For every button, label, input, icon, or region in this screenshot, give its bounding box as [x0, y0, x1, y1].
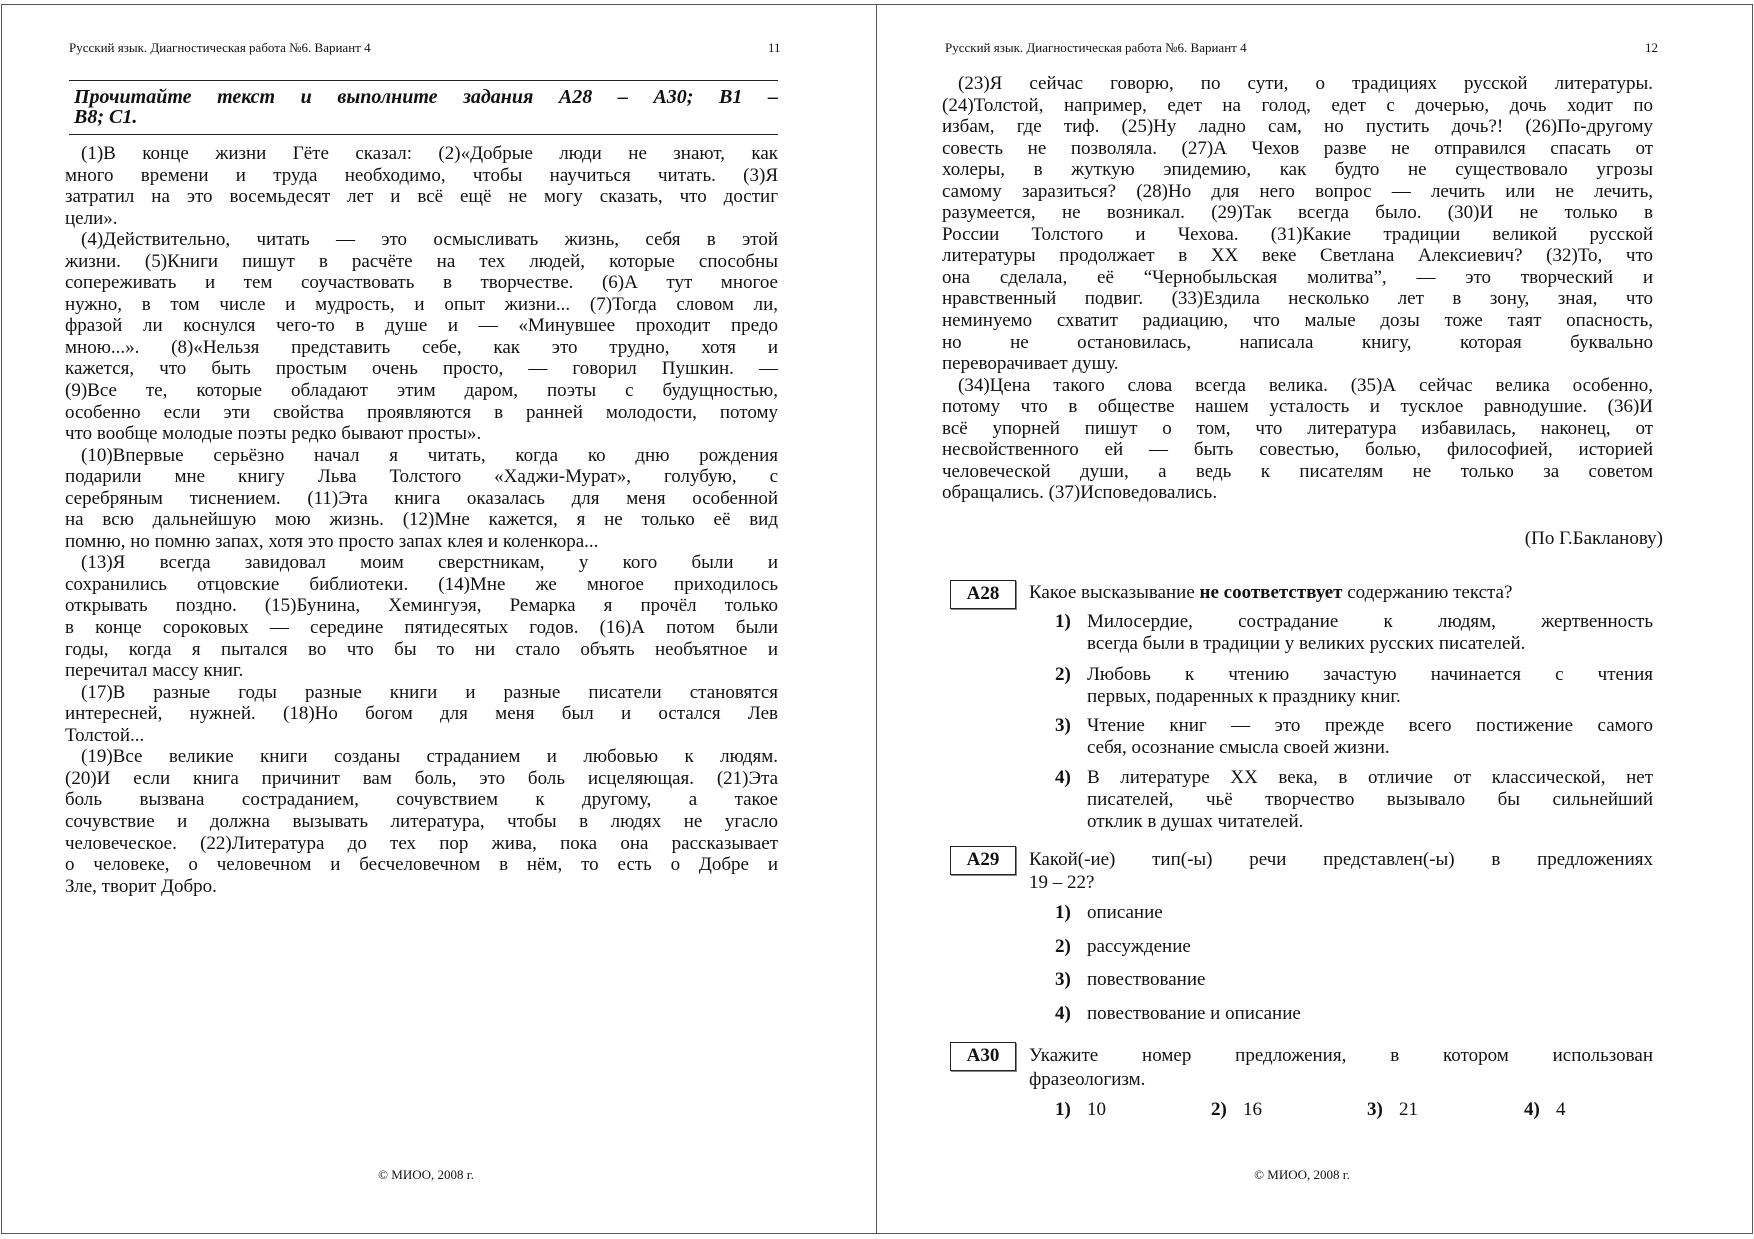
option-line: Чтение книг — это прежде всего постижение самого — [1087, 715, 1653, 736]
option-line: отклик в душах читателей. — [1087, 811, 1304, 832]
question-a30-text — [1029, 1044, 1653, 1092]
answer-option-1[interactable]: 10 — [1087, 1099, 1106, 1120]
passage-line: жизни. (5)Книги пишут в расчёте на тех людей, которые способны — [65, 250, 778, 272]
answer-option-4[interactable]: 4 — [1556, 1099, 1566, 1120]
task-instruction-line: Прочитайте текст и выполните задания А28 – А30; В1 – — [74, 86, 778, 108]
passage-line: холеры, в жуткую эпидемию, как будто не существовало угрозы — [942, 159, 1653, 181]
page-footer: © МИОО, 2008 г. — [378, 1167, 474, 1182]
passage-line: сохранились отцовские библиотеки. (14)Мне же многое приходилось — [65, 573, 778, 595]
passage-line: неминуемо схватит радиацию, что малые дозы тоже таят опасность, — [942, 310, 1653, 332]
question-a29-text — [1029, 848, 1653, 894]
passage-line: человеческой души, а ведь к писателям не только за советом — [942, 460, 1653, 482]
passage-line: Зле, творит Добро. — [65, 875, 217, 897]
passage-line: особенно если эти свойства проявляются в ранней молодости, потому — [65, 401, 778, 423]
page-number: 11 — [768, 40, 781, 55]
option-line: себя, осознание смысла своей жизни. — [1087, 737, 1390, 758]
passage-line: но не остановилась, написала книгу, которая буквально — [942, 331, 1653, 353]
passage-line: обращались. (37)Исповедовались. — [942, 482, 1218, 504]
option-number: 3) — [1367, 1099, 1383, 1120]
task-instruction — [74, 87, 778, 127]
option-number: 3) — [1055, 715, 1071, 736]
passage-line: потому что в обществе нашем усталость и тусклое равнодушие. (36)И — [942, 396, 1653, 418]
passage-line: боль вызвана состраданием, сочувствием к другому, а такое — [65, 789, 778, 811]
option-line: В литературе XX века, в отличие от классической, нет — [1087, 767, 1653, 788]
passage-line: совесть не позволяла. (27)А Чехов разве не отправился спасать от — [942, 137, 1653, 159]
passage-line: (4)Действительно, читать — это осмысливать жизнь, себя в этой — [81, 229, 778, 251]
passage-line: интересней, нужней. (18)Но богом для меня был и остался Лев — [65, 703, 778, 725]
answer-option-1[interactable] — [1087, 611, 1653, 655]
passage-line: о человеке, о человечном и бесчеловечном в нём, то есть о Добре и — [65, 854, 778, 876]
passage-line: помню, но помню запах, хотя это просто запах клея и коленкора... — [65, 530, 599, 552]
question-text: содержанию текста? — [1342, 582, 1513, 603]
page-footer: © МИОО, 2008 г. — [1254, 1167, 1350, 1182]
passage-line: в конце сороковых — середине пятидесятых годов. (16)А потом были — [65, 617, 778, 639]
option-number: 2) — [1211, 1099, 1227, 1120]
passage-text-part1 — [65, 143, 778, 897]
option-number: 2) — [1055, 936, 1071, 957]
passage-line: несвойственного ей — быть совестью, болью, философией, историей — [942, 439, 1653, 461]
passage-line: избам, где тиф. (25)Ну ладно сам, но пустить дочь?! (26)По-другому — [942, 116, 1653, 138]
answer-option-3[interactable] — [1087, 715, 1653, 759]
passage-line: (23)Я сейчас говорю, по сути, о традициях русской литературы. — [958, 73, 1653, 94]
option-line: писателей, чьё творчество вызывало бы сильнейший — [1087, 789, 1653, 810]
option-number: 4) — [1055, 767, 1071, 788]
page-header: Русский язык. Диагностическая работа №6. Вариант 4 — [945, 40, 1247, 55]
passage-line: годы, когда я пытался во что бы то ни стало объять необъятное и — [65, 638, 778, 660]
passage-line: (17)В разные годы разные книги и разные писатели становятся — [81, 681, 778, 703]
answer-option-3[interactable]: 21 — [1399, 1099, 1418, 1120]
passage-line: на всю дальнейшую мою жизнь. (12)Мне кажется, я не только её вид — [65, 509, 778, 531]
passage-line: мною...». (8)«Нельзя представить себе, как это трудно, хотя и — [65, 336, 778, 358]
passage-line: переворачивает душу. — [942, 353, 1119, 375]
option-number: 4) — [1524, 1099, 1540, 1120]
answer-option-2[interactable]: 16 — [1243, 1099, 1262, 1120]
passage-line: перечитал массу книг. — [65, 660, 244, 682]
option-line: Любовь к чтению зачастую начинается с чтения — [1087, 664, 1653, 685]
option-number: 4) — [1055, 1003, 1071, 1024]
passage-line: нравственный подвиг. (33)Ездила несколько лет в зону, зная, что — [942, 288, 1653, 310]
passage-line: (19)Все великие книги созданы страданием и любовью к людям. — [81, 746, 778, 768]
passage-line: России Толстого и Чехова. (31)Какие традиции великой русской — [942, 223, 1653, 245]
passage-line: она сделала, её “Чернобыльская молитва”, — это творческий и — [942, 266, 1653, 288]
passage-line: сочувствие и должна вызывать литература, чтобы в людях не угасло — [65, 810, 778, 832]
passage-line: открывать поздно. (15)Бунина, Хемингуэя, Ремарка я прочёл только — [65, 595, 778, 617]
question-a28-text — [1029, 582, 1512, 604]
question-label-a29: А29 — [950, 846, 1016, 875]
answer-option-2[interactable]: рассуждение — [1087, 936, 1191, 957]
option-line: всегда были в традиции у великих русских писателей. — [1087, 633, 1526, 654]
passage-line: разумеется, не возникал. (29)Так всегда было. (30)И не только в — [942, 202, 1653, 224]
question-label-a28: А28 — [950, 580, 1016, 609]
passage-line: что вообще молодые поэты редко бывают просты». — [65, 423, 482, 445]
passage-line: (34)Цена такого слова всегда велика. (35)А сейчас велика особенно, — [958, 374, 1653, 396]
passage-line: серебряным тиснением. (11)Эта книга оказалась для меня особенной — [65, 487, 778, 509]
attribution: (По Г.Бакланову) — [1524, 528, 1663, 549]
passage-line: (10)Впервые серьёзно начал я читать, когда ко дню рождения — [81, 444, 778, 466]
question-line: Укажите номер предложения, в котором использован — [1029, 1045, 1653, 1066]
passage-line: много времени и труда необходимо, чтобы научиться читать. (3)Я — [65, 164, 778, 186]
page-header: Русский язык. Диагностическая работа №6. Вариант 4 — [69, 40, 371, 55]
passage-line: сопереживать и тем соучаствовать в творчестве. (6)А тут многое — [65, 272, 778, 294]
passage-line: (20)И если книга причинит вам боль, это боль исцеляющая. (21)Эта — [65, 767, 778, 789]
passage-line: (13)Я всегда завидовал моим сверстникам, у кого были и — [81, 552, 778, 574]
passage-line: фразой ли коснулся чего-то в душе и — «Минувшее проходит предо — [65, 315, 778, 337]
question-emphasis: не соответствует — [1199, 582, 1343, 603]
page-number: 12 — [1645, 40, 1658, 55]
option-number: 1) — [1055, 1099, 1071, 1120]
title-rule-bottom — [69, 134, 778, 135]
passage-line: цели». — [65, 207, 118, 229]
answer-option-4[interactable] — [1087, 767, 1653, 833]
option-number: 3) — [1055, 969, 1071, 990]
option-number: 1) — [1055, 611, 1071, 632]
task-instruction-line: В8; С1. — [74, 106, 138, 128]
question-text: Какое высказывание — [1029, 582, 1200, 603]
passage-line: кажется, что быть простым очень просто, — говорил Пушкин. — — [65, 358, 778, 380]
question-label-a30: А30 — [950, 1042, 1016, 1071]
passage-line: Толстой... — [65, 724, 145, 746]
passage-line: (1)В конце жизни Гёте сказал: (2)«Добрые люди не знают, как — [81, 143, 778, 164]
question-line: Какой(-ие) тип(-ы) речи представлен(-ы) в предложениях — [1029, 849, 1653, 870]
passage-line: самому заразиться? (28)Но для него вопрос — лечить или не лечить, — [942, 180, 1653, 202]
title-rule-top — [69, 80, 778, 81]
option-number: 1) — [1055, 902, 1071, 923]
option-number: 2) — [1055, 664, 1071, 685]
passage-line: человеческое. (22)Литература до тех пор жива, пока она рассказывает — [65, 832, 778, 854]
answer-option-3[interactable]: повествование — [1087, 969, 1206, 990]
passage-line: подарили мне книгу Льва Толстого «Хаджи-Мурат», голубую, с — [65, 466, 778, 488]
passage-line: нужно, в том числе и мудрость, и опыт жизни... (7)Тогда словом ли, — [65, 293, 778, 315]
option-line: первых, подаренных к празднику книг. — [1087, 686, 1401, 707]
answer-option-4[interactable]: повествование и описание — [1087, 1003, 1301, 1024]
option-line: Милосердие, сострадание к людям, жертвенность — [1087, 611, 1653, 632]
passage-text-part2 — [942, 73, 1653, 504]
question-line: фразеологизм. — [1029, 1069, 1146, 1090]
passage-line: затратил на это восемьдесят лет и всё ещё не могу сказать, что достиг — [65, 186, 778, 208]
passage-line: всё упорней пишут о том, что литература избавилась, наконец, от — [942, 417, 1653, 439]
passage-line: (24)Толстой, например, едет на голод, едет с дочерью, дочь ходит по — [942, 94, 1653, 116]
passage-line: литературы продолжает в XX веке Светлана Алексиевич? (32)То, что — [942, 245, 1653, 267]
answer-option-2[interactable] — [1087, 664, 1653, 708]
question-line: 19 – 22? — [1029, 872, 1095, 893]
answer-option-1[interactable]: описание — [1087, 902, 1163, 923]
passage-line: (9)Все те, которые обладают этим даром, поэты с будущностью, — [65, 380, 778, 402]
